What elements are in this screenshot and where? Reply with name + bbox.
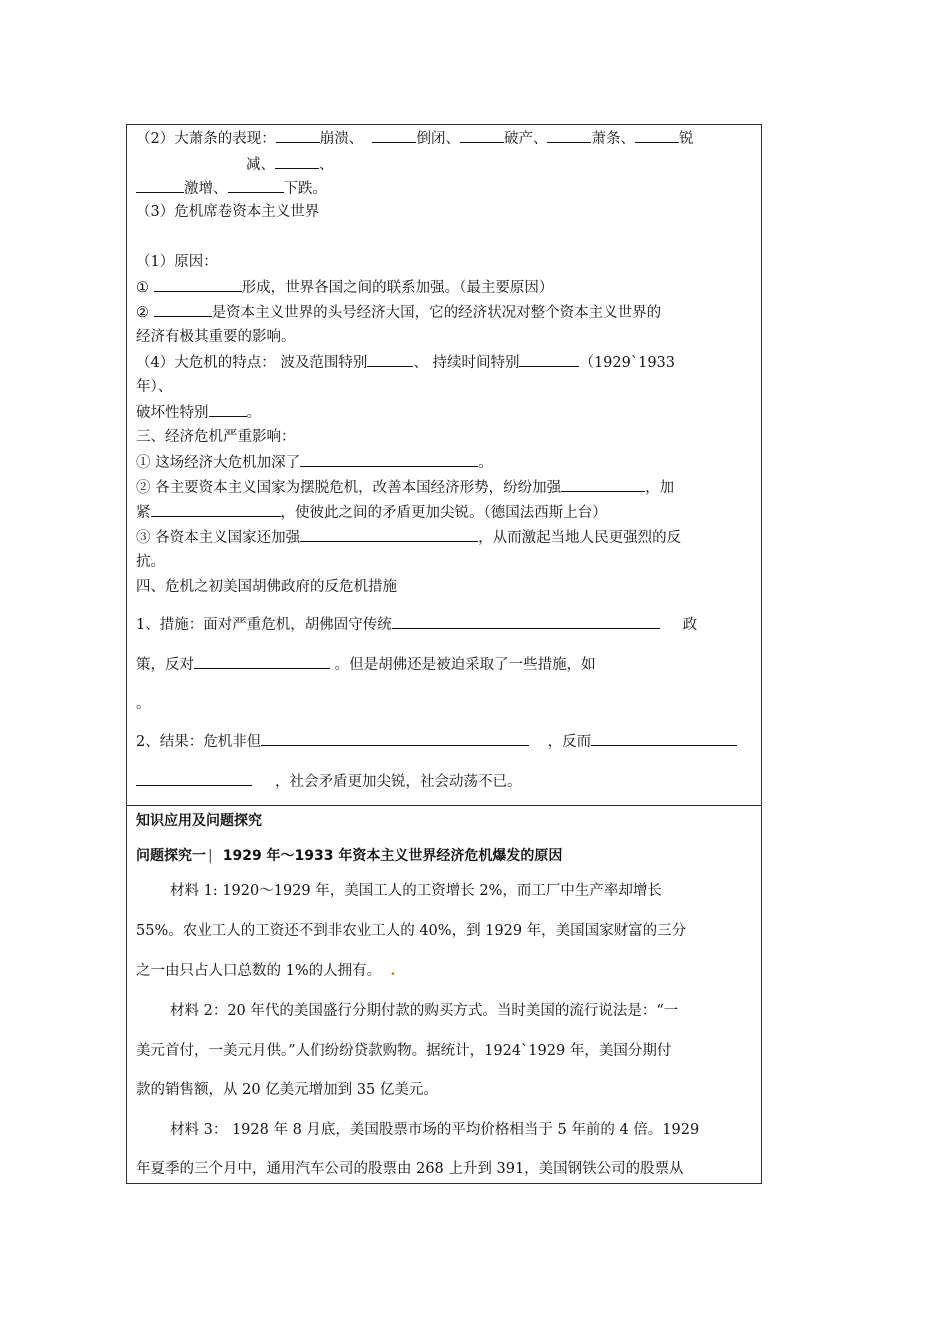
material-line: 材料 3： 1928 年 8 月底，美国股票市场的平均价格相当于 5 年前的 4 倍。1929 bbox=[170, 1122, 700, 1138]
blank bbox=[460, 128, 504, 143]
text-line: 破坏性特别 。 bbox=[136, 402, 261, 423]
section-heading: 四、危机之初美国胡佛政府的反危机措施 bbox=[136, 579, 397, 595]
blank bbox=[151, 502, 281, 517]
question-heading: 问题探究一 | 1929 年～1933 年资本主义世界经济危机爆发的原因 bbox=[136, 848, 563, 864]
text-line: 紧 ，使彼此之间的矛盾更加尖锐。（德国法西斯上台） bbox=[136, 502, 607, 523]
text-line: （3）危机席卷资本主义世界 bbox=[136, 204, 320, 220]
text-line: （4）大危机的特点： 波及范围特别 、 持续时间特别 （1929`1933 bbox=[136, 352, 675, 373]
material-line: 美元首付，一美元月供。”人们纷纷贷款购物。据统计，1924`1929 年，美国分期付 bbox=[136, 1043, 672, 1059]
text-line: ② 各主要资本主义国家为摆脱危机，改善本国经济形势，纷纷加强 ，加 bbox=[136, 477, 674, 498]
blank bbox=[635, 128, 679, 143]
blank bbox=[561, 477, 645, 492]
material-line: 材料 2：20 年代的美国盛行分期付款的购买方式。当时美国的流行说法是：“一 bbox=[170, 1003, 679, 1019]
blank bbox=[261, 731, 529, 746]
text-line: 减、 、 bbox=[246, 154, 334, 175]
text-line: 2、结果：危机非但 ，反而 bbox=[136, 731, 737, 752]
text-line: 1、措施：面对严重危机，胡佛固守传统 政 bbox=[136, 614, 697, 635]
text-line: 激增、 下跌。 bbox=[136, 178, 327, 199]
blank bbox=[367, 352, 413, 367]
text-line: ① 这场经济大危机加深了 。 bbox=[136, 452, 493, 473]
text-line: ③ 各资本主义国家还加强 ，从而激起当地人民更强烈的反 bbox=[136, 527, 681, 548]
blank bbox=[276, 128, 320, 143]
material-line: 年夏季的三个月中，通用汽车公司的股票由 268 上升到 391，美国钢铁公司的股票从 bbox=[136, 1161, 684, 1177]
blank bbox=[275, 154, 319, 169]
material-line: 之一由只占人口总数的 1%的人拥有。 . bbox=[136, 962, 396, 979]
blank bbox=[300, 527, 478, 542]
blank bbox=[194, 654, 330, 669]
text-line: （1）原因： bbox=[136, 254, 218, 270]
blank bbox=[519, 352, 579, 367]
section-heading: 三、经济危机严重影响： bbox=[136, 429, 296, 445]
text-line: （2）大萧条的表现： 崩溃、 倒闭、 破产、 萧条、 锐 bbox=[136, 128, 693, 149]
text-line: ，社会矛盾更加尖锐，社会动荡不已。 bbox=[136, 771, 522, 792]
material-line: 55%。农业工人的工资还不到非农业工人的 40%，到 1929 年，美国国家财富的三分 bbox=[136, 923, 687, 939]
material-line: 材料 1: 1920～1929 年，美国工人的工资增长 2%，而工厂中生产率却增长 bbox=[170, 883, 662, 899]
table-divider bbox=[126, 805, 762, 806]
blank bbox=[228, 178, 284, 193]
blank bbox=[209, 402, 247, 417]
blank bbox=[547, 128, 591, 143]
text-line: 策，反对 。但是胡佛还是被迫采取了一些措施，如 bbox=[136, 654, 596, 675]
text-line: ② 是资本主义世界的头号经济大国，它的经济状况对整个资本主义世界的 bbox=[136, 302, 661, 323]
text-line: 年）、 bbox=[136, 379, 173, 395]
blank bbox=[136, 771, 252, 786]
text-line: 经济有极其重要的影响。 bbox=[136, 329, 296, 345]
text-line: ① 形成，世界各国之间的联系加强。（最主要原因） bbox=[136, 277, 553, 298]
material-line: 款的销售额，从 20 亿美元增加到 35 亿美元。 bbox=[136, 1082, 438, 1098]
blank bbox=[591, 731, 737, 746]
blank bbox=[392, 614, 660, 629]
text-line: 。 bbox=[136, 696, 151, 712]
text-line: 抗。 bbox=[136, 554, 165, 570]
section-heading: 知识应用及问题探究 bbox=[136, 813, 262, 829]
blank bbox=[154, 302, 212, 317]
blank bbox=[300, 452, 478, 467]
blank bbox=[154, 277, 242, 292]
blank bbox=[136, 178, 184, 193]
blank bbox=[372, 128, 416, 143]
